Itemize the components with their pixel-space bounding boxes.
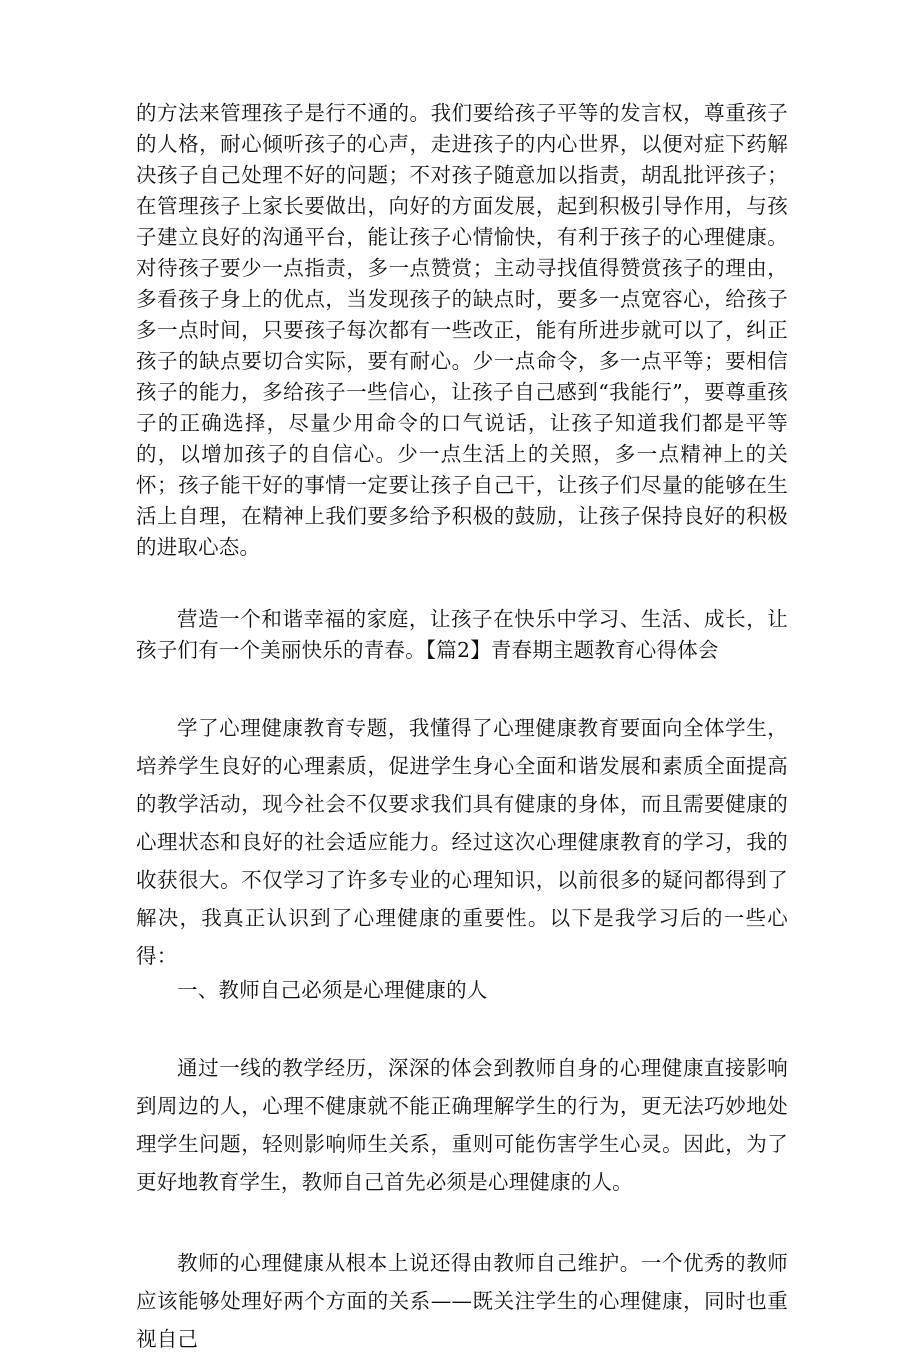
paragraph-teacher-self-care: 教师的心理健康从根本上说还得由教师自己维护。一个优秀的教师应该能够处理好两个方面的关系——既关注学生的心理健康，同时也重视自己	[136, 1251, 788, 1351]
paragraph-harmonious-family: 营造一个和谐幸福的家庭，让孩子在快乐中学习、生活、成长，让孩子们有一个美丽快乐的青春。【篇2】青春期主题教育心得体会	[136, 607, 788, 662]
paragraph-learning-reflection: 学了心理健康教育专题，我懂得了心理健康教育要面向全体学生，培养学生良好的心理素质，促进学生身心全面和谐发展和素质全面提高的教学活动，现今社会不仅要求我们具有健康的身体，而且需要健康的心理状态和良好的社会适应能力。经过这次心理健康教育的学习，我的收获很大。不仅学习了许多专业的心理知识，以前很多的疑问都得到了解决，我真正认识到了心理健康的重要性。以下是我学习后的一些心得：	[136, 716, 788, 968]
document-page	[136, 98, 788, 1358]
paragraph-teaching-experience: 通过一线的教学经历，深深的体会到教师自身的心理健康直接影响到周边的人，心理不健康就不能正确理解学生的行为，更无法巧妙地处理学生问题，轻则影响师生关系，重则可能伤害学生心灵。因此，为了更好地教育学生，教师自己首先必须是心理健康的人。	[136, 1056, 788, 1194]
section-heading-teacher-health: 一、教师自己必须是心理健康的人	[177, 978, 488, 1002]
paragraph-parenting-methods: 的方法来管理孩子是行不通的。我们要给孩子平等的发言权，尊重孩子的人格，耐心倾听孩子的心声，走进孩子的内心世界，以便对症下药解决孩子自己处理不好的问题；不对孩子随意加以指责，胡乱批评孩子；在管理孩子上家长要做出，向好的方面发展，起到积极引导作用，与孩子建立良好的沟通平台，能让孩子心情愉快，有利于孩子的心理健康。对待孩子要少一点指责，多一点赞赏；主动寻找值得赞赏孩子的理由，多看孩子身上的优点，当发现孩子的缺点时，要多一点宽容心，给孩子多一点时间，只要孩子每次都有一些改正，能有所进步就可以了，纠正孩子的缺点要切合实际，要有耐心。少一点命令，多一点平等；要相信孩子的能力，多给孩子一些信心，让孩子自己感到“我能行”，要尊重孩子的正确选择，尽量少用命令的口气说话，让孩子知道我们都是平等的，以增加孩子的自信心。少一点生活上的关照，多一点精神上的关怀；孩子能干好的事情一定要让孩子自己干，让孩子们尽量的能够在生活上自理，在精神上我们要多给予积极的鼓励，让孩子保持良好的积极的进取心态。	[136, 101, 788, 559]
